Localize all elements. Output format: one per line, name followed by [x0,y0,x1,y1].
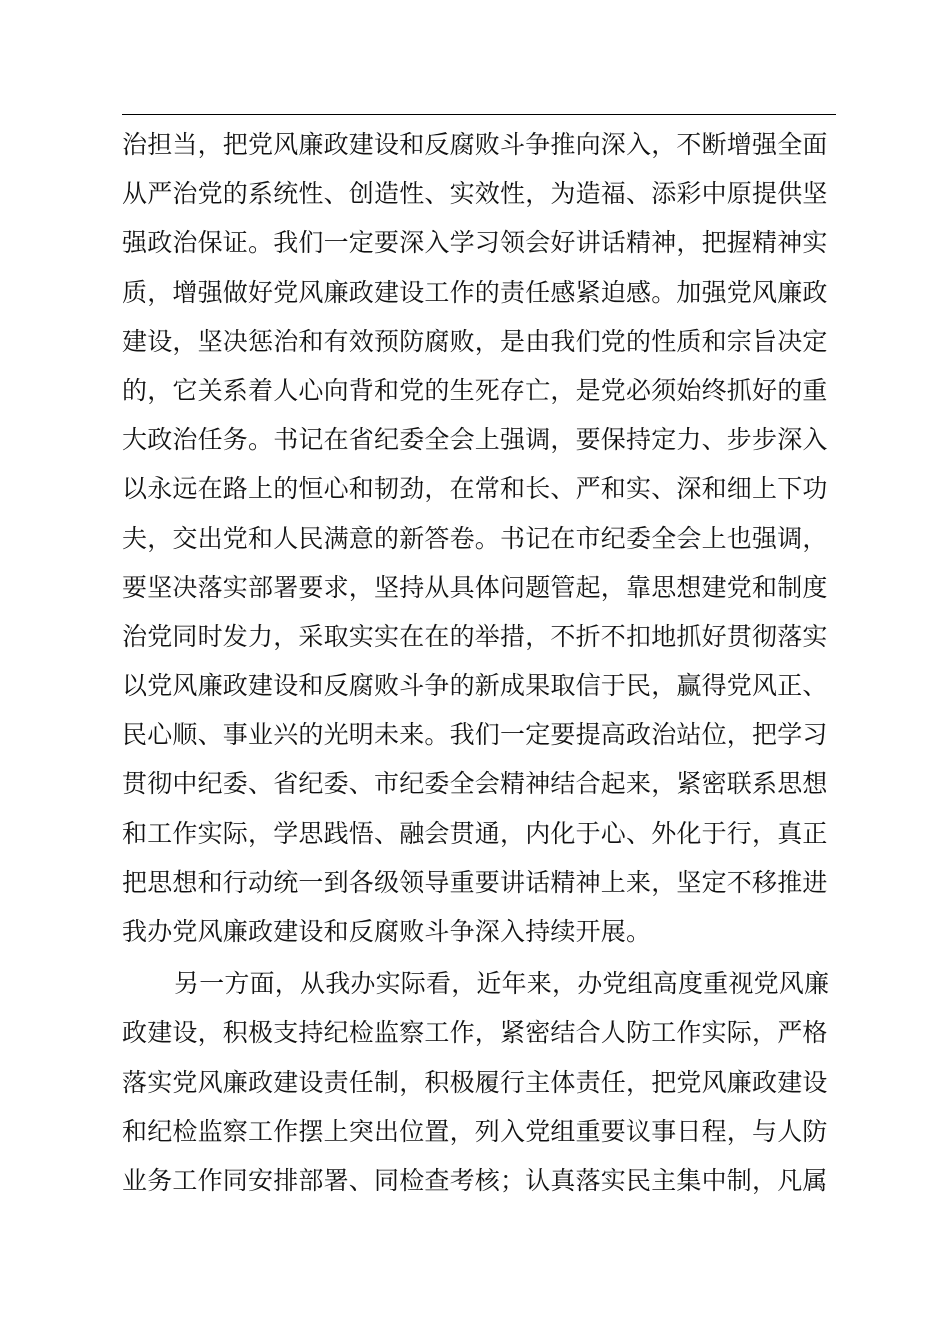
text-line-9: 夫，交出党和人民满意的新答卷。书记在市纪委全会上也强调， [122,523,828,553]
paragraph-2-line-2: 政建设，积极支持纪检监察工作，紧密结合人防工作实际，严格 [122,1018,828,1048]
text-line-17: 我办党风廉政建设和反腐败斗争深入持续开展。 [122,917,652,946]
text-line-3: 强政治保证。我们一定要深入学习领会好讲话精神，把握精神实 [122,228,828,258]
text-line-14: 贯彻中纪委、省纪委、市纪委全会精神结合起来，紧密联系思想 [122,769,828,799]
text-line-1: 治担当，把党风廉政建设和反腐败斗争推向深入，不断增强全面 [122,130,828,159]
text-line-6: 的，它关系着人心向背和党的生死存亡，是党必须始终抓好的重 [122,375,828,405]
body-text [122,120,838,1205]
paragraph-2-line-4: 和纪检监察工作摆上突出位置，列入党组重要议事日程，与人防 [122,1116,828,1146]
text-line-16: 把思想和行动统一到各级领导重要讲话精神上来，坚定不移推进 [122,867,828,897]
text-line-13: 民心顺、事业兴的光明未来。我们一定要提高政治站位，把学习 [122,720,828,750]
header-rule [122,114,836,115]
text-line-15: 和工作实际，学思践悟、融会贯通，内化于心、外化于行，真正 [122,818,828,848]
text-line-7: 大政治任务。书记在省纪委全会上强调，要保持定力、步步深入 [122,425,828,455]
paragraph-2-line-3: 落实党风廉政建设责任制，积极履行主体责任，把党风廉政建设 [122,1067,828,1097]
text-line-10: 要坚决落实部署要求，坚持从具体问题管起，靠思想建党和制度 [122,572,828,602]
paragraph-2-line-5: 业务工作同安排部署、同检查考核；认真落实民主集中制，凡属 [122,1165,828,1195]
paragraph-2-line-1: 另一方面，从我办实际看，近年来，办党组高度重视党风廉 [174,969,830,999]
text-line-4: 质，增强做好党风廉政建设工作的责任感紧迫感。加强党风廉政 [122,277,828,307]
text-line-5: 建设，坚决惩治和有效预防腐败，是由我们党的性质和宗旨决定 [122,326,828,356]
text-line-12: 以党风廉政建设和反腐败斗争的新成果取信于民，赢得党风正、 [122,671,828,701]
text-line-2: 从严治党的系统性、创造性、实效性，为造福、添彩中原提供坚 [122,179,828,209]
text-line-11: 治党同时发力，采取实实在在的举措，不折不扣地抓好贯彻落实 [122,621,828,651]
text-line-8: 以永远在路上的恒心和韧劲，在常和长、严和实、深和细上下功 [122,474,828,504]
